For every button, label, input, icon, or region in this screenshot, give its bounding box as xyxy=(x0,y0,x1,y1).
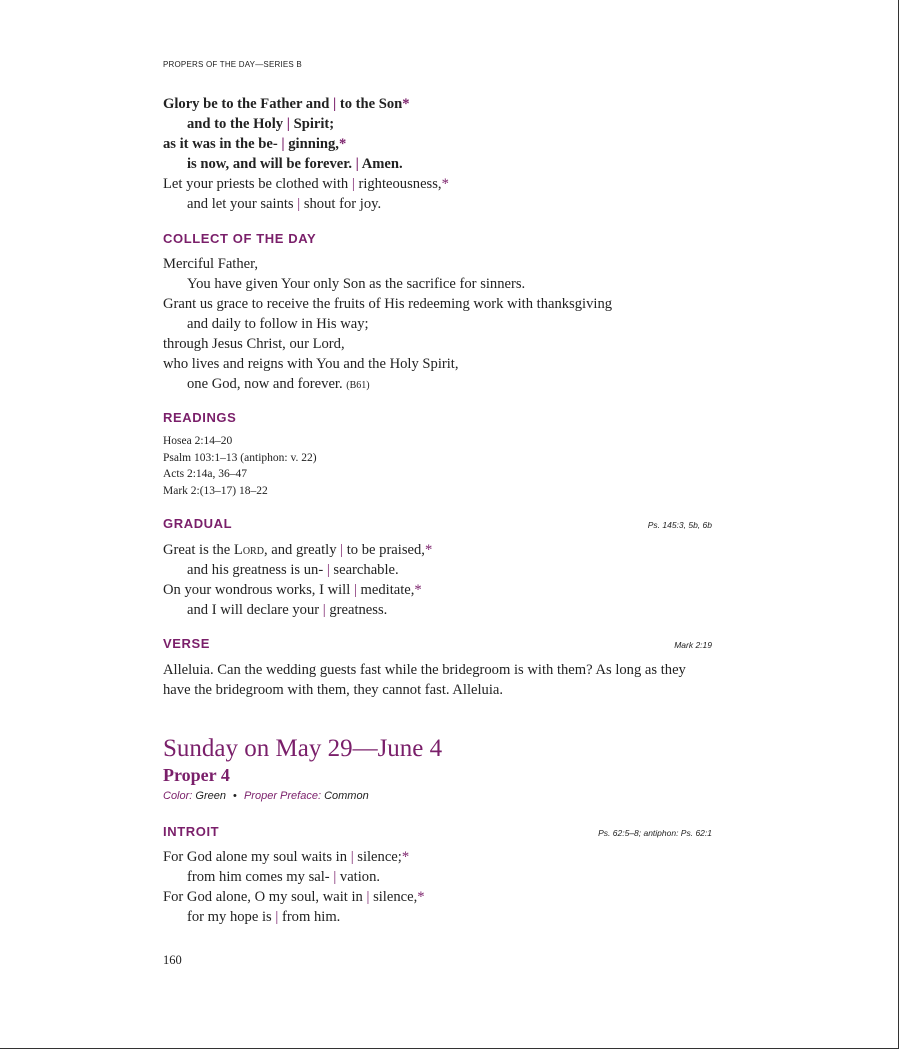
collect-line: one God, now and forever. (B61) xyxy=(187,376,370,392)
preface-label: Proper Preface: xyxy=(243,790,322,802)
introit-line: for my hope is | from him. xyxy=(187,909,341,925)
asterisk: * xyxy=(441,176,449,192)
pointing-bar: | xyxy=(286,116,290,132)
pointing-bar: | xyxy=(332,96,337,112)
sunday-title: Sunday on May 29—June 4 xyxy=(163,735,443,762)
collect-code: (B61) xyxy=(346,380,370,391)
asterisk: * xyxy=(401,849,410,865)
antiphon-line: and let your saints | shout for joy. xyxy=(187,196,382,212)
introit-citation: Ps. 62:5–8; antiphon: Ps. 62:1 xyxy=(598,828,712,838)
readings-list xyxy=(163,433,317,499)
introit-text xyxy=(163,847,425,927)
verse-citation: Mark 2:19 xyxy=(674,640,712,650)
running-head: PROPERS OF THE DAY—SERIES B xyxy=(163,60,302,69)
bullet-icon: • xyxy=(233,790,237,802)
reading-item: Psalm 103:1–13 (antiphon: v. 22) xyxy=(163,451,317,464)
introit-heading: INTROIT xyxy=(163,824,220,839)
reading-item: Hosea 2:14–20 xyxy=(163,435,233,447)
gloria-line: and to the Holy | Spirit; xyxy=(187,116,335,132)
asterisk: * xyxy=(338,136,347,152)
pointing-bar: | xyxy=(355,156,359,172)
pointing-bar: | xyxy=(350,849,354,865)
pointing-bar: | xyxy=(366,889,370,905)
collect-line: through Jesus Christ, our Lord, xyxy=(163,336,345,352)
pointing-bar: | xyxy=(322,602,326,618)
pointing-bar: | xyxy=(297,196,301,212)
asterisk: * xyxy=(424,542,433,558)
gradual-text xyxy=(163,540,432,620)
page-number: 160 xyxy=(163,953,182,967)
readings-heading: READINGS xyxy=(163,410,237,425)
color-label: Color: xyxy=(163,790,193,802)
gloria-patri xyxy=(163,94,449,214)
antiphon-line: Let your priests be clothed with | righteousness,* xyxy=(163,176,449,192)
asterisk: * xyxy=(417,889,425,905)
gloria-line: Glory be to the Father and | to the Son* xyxy=(163,96,410,112)
collect-line: Merciful Father, xyxy=(163,256,259,272)
reading-item: Acts 2:14a, 36–47 xyxy=(163,468,248,480)
preface-value: Common xyxy=(324,790,369,802)
asterisk: * xyxy=(402,96,410,112)
gradual-line: On your wondrous works, I will | meditate,* xyxy=(163,582,422,598)
verse-heading: VERSE xyxy=(163,636,211,651)
color-preface-line xyxy=(163,790,369,802)
pointing-bar: | xyxy=(333,869,337,885)
collect-line: who lives and reigns with You and the Holy Spirit, xyxy=(163,356,459,372)
pointing-bar: | xyxy=(351,176,355,192)
collect-line: Grant us grace to receive the fruits of His redeeming work with thanksgiving xyxy=(163,296,613,312)
gradual-heading: GRADUAL xyxy=(163,516,233,531)
gradual-line: and I will declare your | greatness. xyxy=(187,602,388,618)
pointing-bar: | xyxy=(326,562,330,578)
pointing-bar: | xyxy=(275,909,279,925)
gradual-line: Great is the Lord, and greatly | to be praised,* xyxy=(163,542,433,558)
reading-item: Mark 2:(13–17) 18–22 xyxy=(163,484,268,497)
pointing-bar: | xyxy=(353,582,357,598)
collect-line: You have given Your only Son as the sacrifice for sinners. xyxy=(187,276,526,292)
gradual-citation: Ps. 145:3, 5b, 6b xyxy=(647,520,712,530)
gradual-line: and his greatness is un- | searchable. xyxy=(187,562,399,578)
introit-line: from him comes my sal- | vation. xyxy=(187,869,381,885)
introit-line: For God alone, O my soul, wait in | silence,* xyxy=(163,889,425,905)
collect-heading: COLLECT OF THE DAY xyxy=(163,231,317,246)
verse-text: Alleluia. Can the wedding guests fast while the bridegroom is with them? As long as they have the bridegroom with them, they cannot fast. Alleluia. xyxy=(163,662,686,698)
asterisk: * xyxy=(414,582,422,598)
gloria-line: as it was in the be- | ginning,* xyxy=(163,136,347,152)
gloria-line: is now, and will be forever. | Amen. xyxy=(187,156,403,172)
proper-title: Proper 4 xyxy=(163,765,230,785)
collect-line: and daily to follow in His way; xyxy=(187,316,369,332)
introit-line: For God alone my soul waits in | silence;* xyxy=(163,849,410,865)
color-value: Green xyxy=(195,790,226,802)
pointing-bar: | xyxy=(340,542,344,558)
collect-text xyxy=(163,254,612,394)
pointing-bar: | xyxy=(281,136,285,152)
